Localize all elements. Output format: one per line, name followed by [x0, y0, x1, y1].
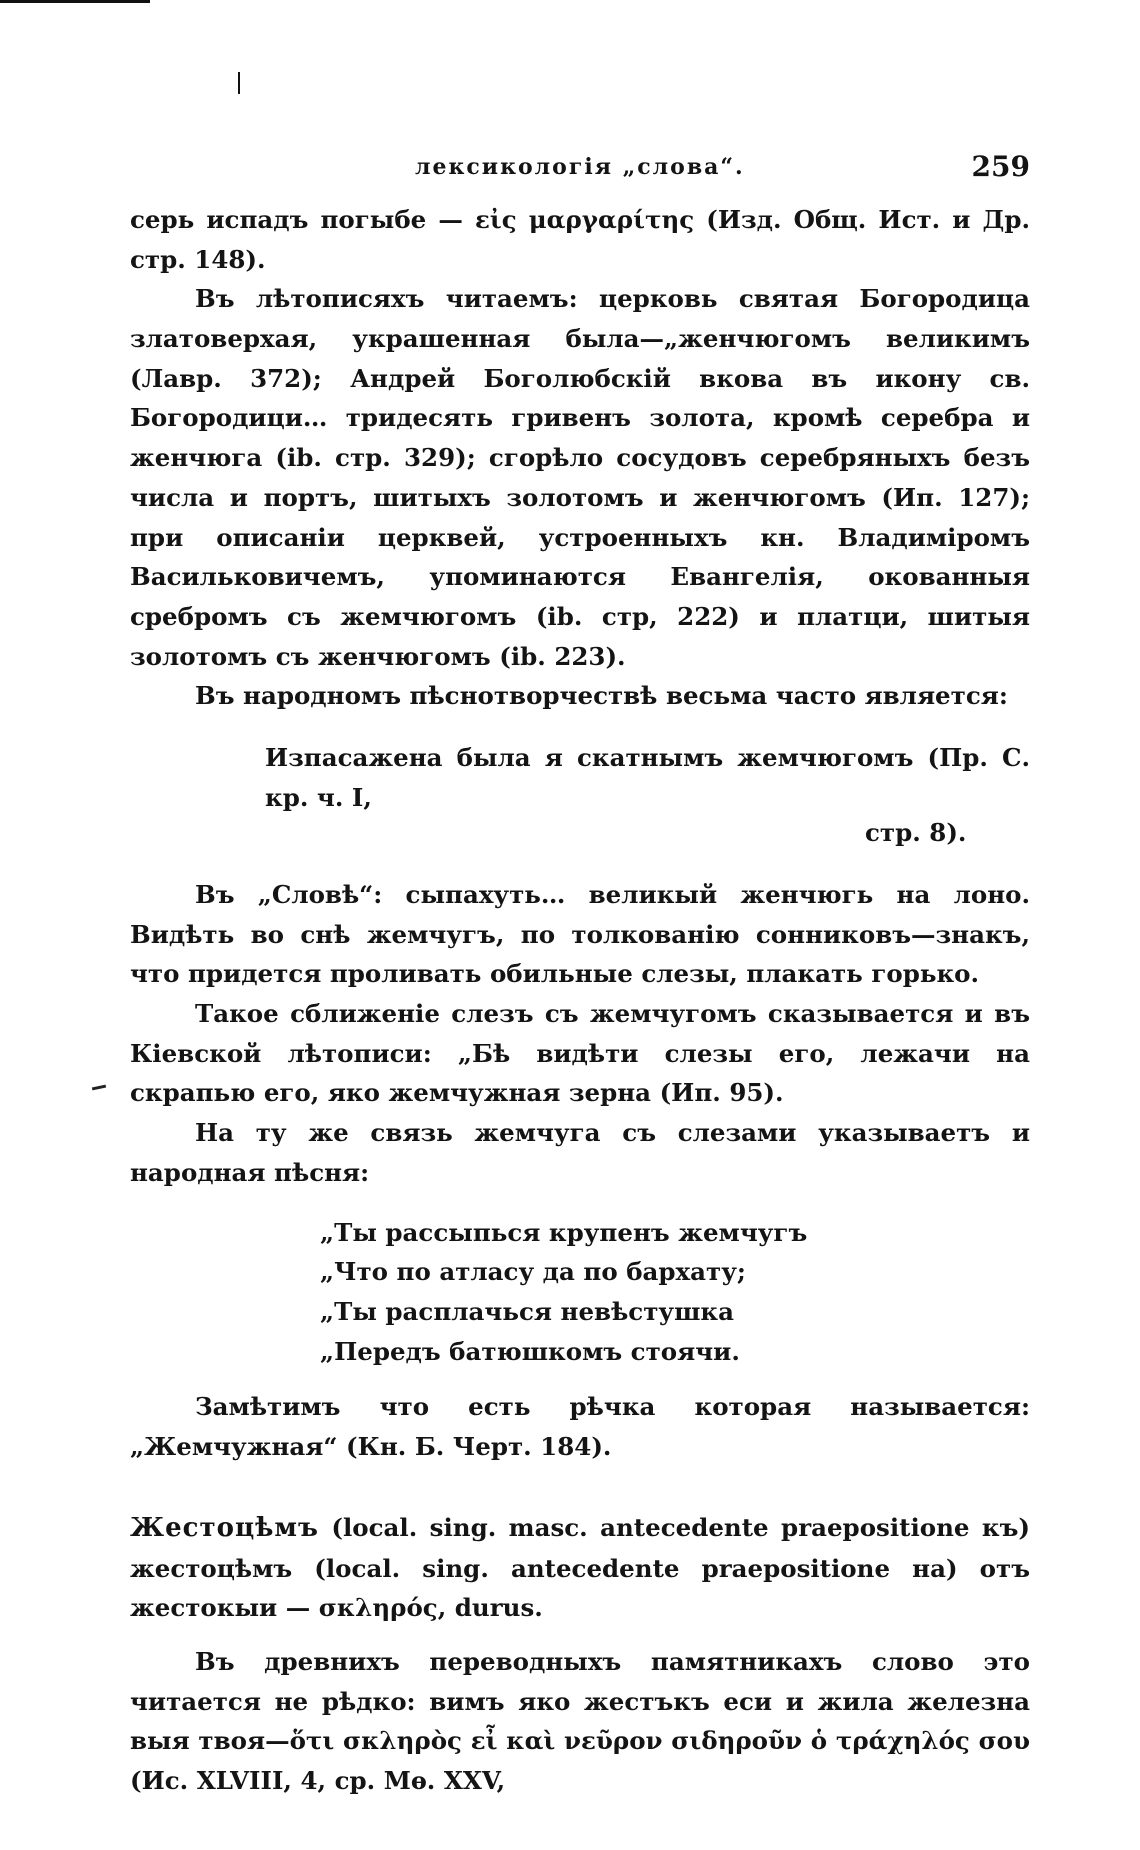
verse-line: „Ты рассыпься крупенъ жемчугъ — [320, 1217, 808, 1247]
paragraph-chronicles: Въ лѣтописяхъ читаемъ: церковь святая Богородица златоверхая, украшенная была—„женчюгомъ великимъ (Лавр. 372); Андрей Боголюбскій вкова въ икону св. Богородици… тридесять гривенъ золота, кромѣ серебра и женчюга (ib. стр. 329); сгорѣло сосудовъ серебряныхъ безъ числа и портъ, шитыхъ золотомъ и женчюгомъ (Ип. 127); при описаніи церквей, устроенныхъ кн. Владиміромъ Васильковичемъ, упоминаются Евангелія, окованныя сребромъ съ жемчюгомъ (ib. стр, 222) и платци, шитыя золотомъ съ женчюгомъ (ib. 223). — [130, 284, 1030, 671]
entry-headword: Жестоцѣмъ — [130, 1512, 319, 1543]
paragraph-kiev-chronicle: Такое сближеніе слезъ съ жемчугомъ сказывается и въ Кіевской лѣтописи: „Бѣ видѣти слезы его, лежачи на скрапью его, яко жемчужная зерна (Ип. 95). — [130, 999, 1030, 1108]
paragraph-river-name: Замѣтимъ что есть рѣчка которая называется: „Жемчужная“ (Кн. Б. Черт. 184). — [130, 1392, 1030, 1461]
running-head — [130, 150, 1030, 186]
margin-dash-mark — [92, 1085, 106, 1091]
paragraph-slovo-pearls: Въ „Словѣ“: сыпахуть… великый женчюгь на лоно. Видѣть во снѣ жемчугъ, по толкованію сонниковъ—знакъ, что придется проливать обильные слезы, плакать горько. — [130, 880, 1030, 989]
margin-tick-mark — [238, 72, 240, 94]
dictionary-entry — [130, 1507, 1030, 1628]
paragraph-folk-songs-intro: Въ народномъ пѣснотворчествѣ весьма часто является: — [195, 681, 1008, 711]
body-text — [130, 200, 1030, 1801]
verse-block — [130, 1213, 1030, 1372]
running-title: лексикологія „слова“. — [415, 154, 745, 180]
verse-line: „Ты расплачься невѣстушка — [320, 1296, 734, 1326]
quote-folk-song: Изпасажена была я скатнымъ жемчюгомъ (Пр. С. кр. ч. I, — [265, 742, 1030, 812]
quote-folk-song-reference: стр. 8). — [865, 818, 967, 848]
paragraph-folk-song-link: На ту же связь жемчуга съ слезами указываетъ и народная пѣсня: — [130, 1118, 1030, 1187]
page-number: 259 — [971, 150, 1030, 183]
verse-line: „Передъ батюшкомъ стоячи. — [320, 1336, 740, 1366]
paragraph-greek-gloss: серь испадъ погыбе — εἰς μαργαρίτης (Изд. Общ. Ист. и Др. стр. 148). — [130, 205, 1030, 274]
entry-definition: (local. sing. masc. antecedente praepositione къ) жестоцѣмъ (local. sing. antecedente praepositione на) отъ жестокыи — σκληρός, durus. — [130, 1512, 1030, 1623]
paragraph-translated-monuments: Въ древнихъ переводныхъ памятникахъ слово это читается не рѣдко: вимъ яко жестъкъ еси и жила железна выя твоя—ὅτι σκληρὸς εἶ καὶ νεῦρον σιδηροῦν ὁ τράχηλός σου (Ис. XLVIII, 4, ср. Мѳ. XXV, — [130, 1647, 1030, 1796]
top-edge-rule — [0, 0, 150, 3]
verse-line: „Что по атласу да по бархату; — [320, 1257, 746, 1287]
